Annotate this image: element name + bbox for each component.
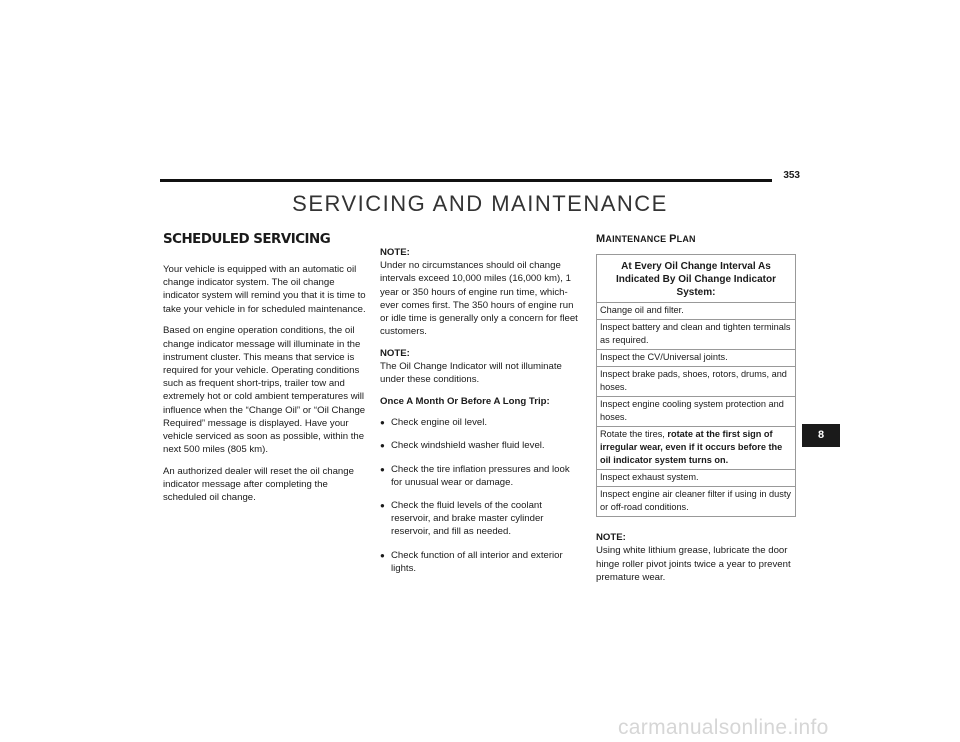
section-heading: SCHEDULED SERVICING [163,232,331,247]
bullet-icon: ● [380,501,385,511]
maintenance-plan-column [596,233,799,584]
bullet-icon: ● [380,441,385,451]
table-row: Change oil and filter. [597,303,796,320]
list-item-text: Check function of all interior and exterior lights. [391,549,563,574]
table-row: Rotate the tires, rotate at the first sign of irregular wear, even if it occurs before the oil indicator system turns on. [597,427,796,470]
maintenance-table [596,254,796,517]
list-item-text: Check the tire inflation pressures and look for unusual wear or damage. [391,463,570,488]
list-item-text: Check windshield washer fluid level. [391,440,545,452]
list-item [380,549,580,575]
paragraph: An authorized dealer will reset the oil change indicator message after completing the scheduled oil change. [163,465,354,504]
table-header: At Every Oil Change Interval As Indicated By Oil Change Indicator System: [597,255,796,303]
list-item [380,463,580,489]
table-row: Inspect battery and clean and tighten terminals as required. [597,320,796,350]
header-rule [160,179,772,182]
maintenance-plan-heading: MAINTENANCE PLAN [596,233,696,245]
list-item-text: Check engine oil level. [391,417,487,429]
bullet-icon: ● [380,550,385,560]
note-label: NOTE: [596,532,626,544]
table-row: Inspect engine cooling system protection and hoses. [597,397,796,427]
plan-note [596,531,799,584]
note-text: Using white lithium grease, lubricate the door hinge roller pivot joints twice a year to prevent premature wear. [596,545,791,583]
table-row: Inspect brake pads, shoes, rotors, drums, and hoses. [597,367,796,397]
note-text: Under no circumstances should oil change intervals exceed 10,000 miles (16,000 km), 1 year or 350 hours of engine run time, which-ever comes first. The 350 hours of engine run or idle time is generally only a concern for fleet customers. [380,260,578,338]
chapter-tab: 8 [802,424,840,447]
note-label: NOTE: [380,247,410,258]
note-label: NOTE: [380,347,410,359]
notes-column [380,246,580,585]
list-item [380,499,580,539]
list-item [380,416,580,429]
paragraph: Based on engine operation conditions, the oil change indicator message will illuminate in the instrument cluster. This means that service is required for your vehicle. Operating conditions such as frequent short-trips, trailer tow and extremely hot or cold ambient temperatures will influence when the “Change Oil” or “Oil Change Required” message is displayed. Have your vehicle serviced as soon as possible, within the next 500 miles (805 km). [163,325,366,456]
checklist-heading: Once A Month Or Before A Long Trip: [380,396,550,408]
table-row: Inspect exhaust system. [597,470,796,487]
paragraph: Your vehicle is equipped with an automatic oil change indicator system. The oil change indicator system will remind you that it is time to take your vehicle in for scheduled maintenance. [163,264,366,315]
monthly-checklist [380,416,580,575]
table-row: Inspect engine air cleaner filter if using in dusty or off-road conditions. [597,487,796,517]
list-item-text: Check the fluid levels of the coolant reservoir, and brake master cylinder reservoir, and fill as needed. [391,500,544,538]
watermark: carmanualsonline.info [618,716,829,739]
list-item [380,439,580,452]
note-text: The Oil Change Indicator will not illuminate under these conditions. [380,361,562,386]
page-number: 353 [783,170,800,181]
table-row: Inspect the CV/Universal joints. [597,350,796,367]
scheduled-servicing-column [163,232,368,513]
chapter-title: SERVICING AND MAINTENANCE [292,191,668,216]
bullet-icon: ● [380,418,385,428]
bullet-icon: ● [380,464,385,474]
